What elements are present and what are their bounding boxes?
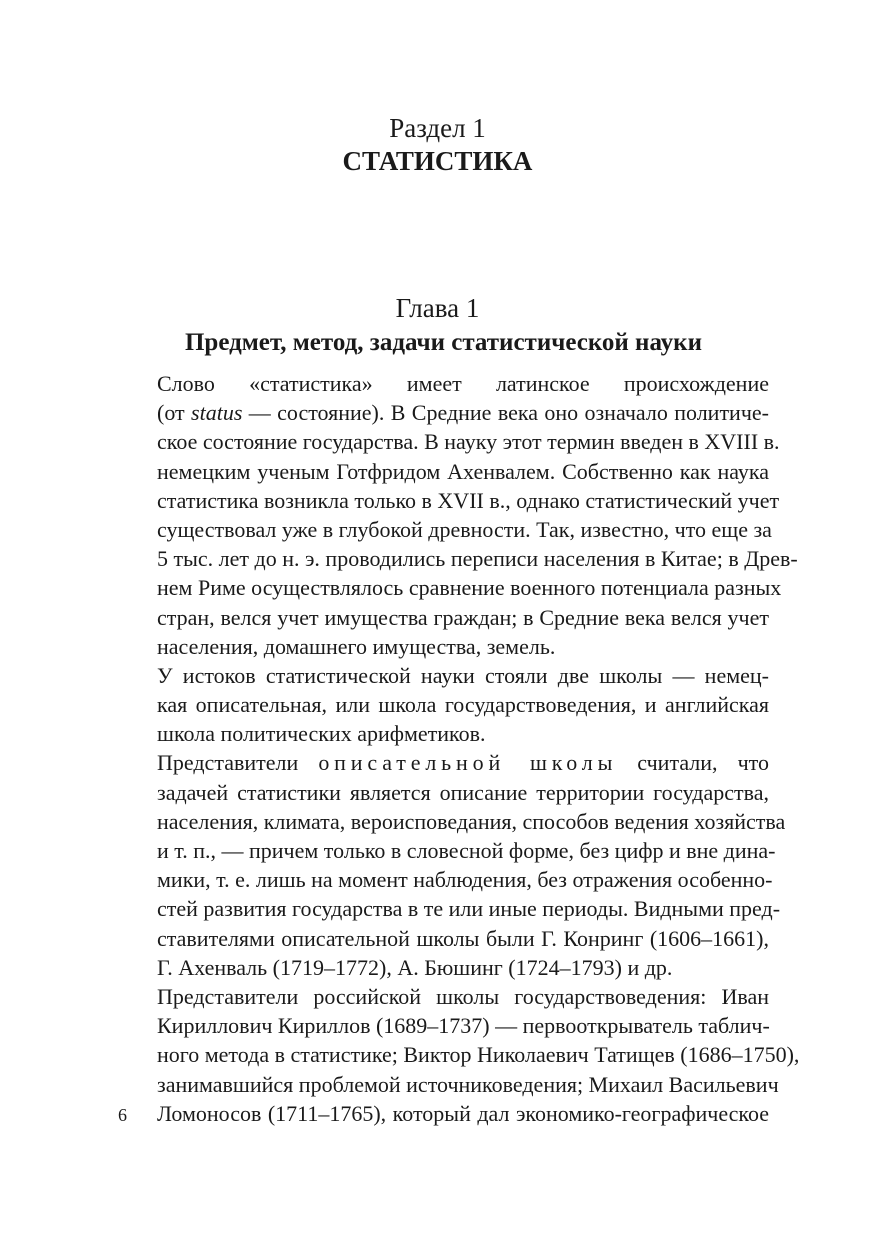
text-line: и т. п., — причем только в словесной форме, без цифр и вне дина-	[157, 838, 776, 863]
chapter-number: Глава 1	[395, 293, 480, 323]
paragraph-4	[118, 982, 800, 1128]
text-line: стей развития государства в те или иные периоды. Видными пред-	[157, 896, 781, 922]
paragraph-3	[118, 748, 786, 982]
text-line: Г. Ахенваль (1719–1772), А. Бюшинг (1724–1793) и др.	[157, 954, 673, 980]
text-line	[118, 398, 769, 427]
paragraph-1	[118, 369, 798, 661]
text-run-italic: status	[191, 400, 243, 426]
text-line: немецким ученым Готфридом Ахенвалем. Собственно как наука	[157, 458, 769, 484]
chapter-title: Предмет, метод, задачи статистической науки	[184, 329, 702, 356]
text-line: нем Риме осуществлялось сравнение военного потенциала разных	[157, 575, 782, 601]
text-run-spaced: описательной школы	[318, 750, 618, 776]
text-line: населения, климата, вероисповедания, способов ведения хозяйства	[157, 808, 786, 834]
text-line: занимавшийся проблемой источниковедения; Михаил Васильевич	[157, 1071, 779, 1097]
text-line: школа политических арифметиков.	[157, 721, 486, 747]
text-line: задачей статистики является описание территории государства,	[157, 779, 769, 805]
text-line: мики, т. е. лишь на момент наблюдения, без отражения особенно-	[157, 867, 773, 893]
text-line	[118, 748, 769, 777]
text-run: считали, что	[617, 750, 769, 776]
text-line: Ломоносов (1711–1765), который дал экономико-географическое	[157, 1100, 769, 1126]
text-run: (от	[157, 400, 192, 426]
text-line: населения, домашнего имущества, земель.	[157, 633, 556, 659]
text-line: Слово «статистика» имеет латинское происхождение	[157, 371, 769, 396]
text-line: 5 тыс. лет до н. э. проводились переписи населения в Китае; в Древ-	[157, 546, 798, 572]
text-line: Представители российской школы государствоведения: Иван	[157, 983, 769, 1009]
text-run: — состояние). В Средние века оно означало политиче-	[242, 400, 769, 426]
text-line: Кириллович Кириллов (1689–1737) — первооткрыватель таблич-	[157, 1013, 770, 1039]
text-line: ного метода в статистике; Виктор Николаевич Татищев (1686–1750),	[157, 1042, 800, 1068]
section-title: СТАТИСТИКА	[342, 146, 533, 176]
section-number: Раздел 1	[389, 113, 486, 143]
body-text	[118, 369, 800, 1128]
text-line: статистика возникла только в XVII в., однако статистический учет	[157, 487, 780, 513]
text-line: стран, велся учет имущества граждан; в Средние века велся учет	[157, 604, 769, 630]
text-line: существовал уже в глубокой древности. Так, известно, что еще за	[157, 516, 772, 542]
text-run: Представители	[157, 750, 319, 776]
page-number: 6	[118, 1105, 127, 1125]
text-line: У истоков статистической науки стояли две школы — немец-	[157, 662, 769, 688]
paragraph-2	[118, 661, 769, 749]
text-line: ское состояние государства. В науку этот термин введен в XVIII в.	[157, 429, 780, 455]
text-line: ставителями описательной школы были Г. Конринг (1606–1661),	[157, 925, 769, 951]
text-line: кая описательная, или школа государствоведения, и английская	[157, 692, 769, 718]
